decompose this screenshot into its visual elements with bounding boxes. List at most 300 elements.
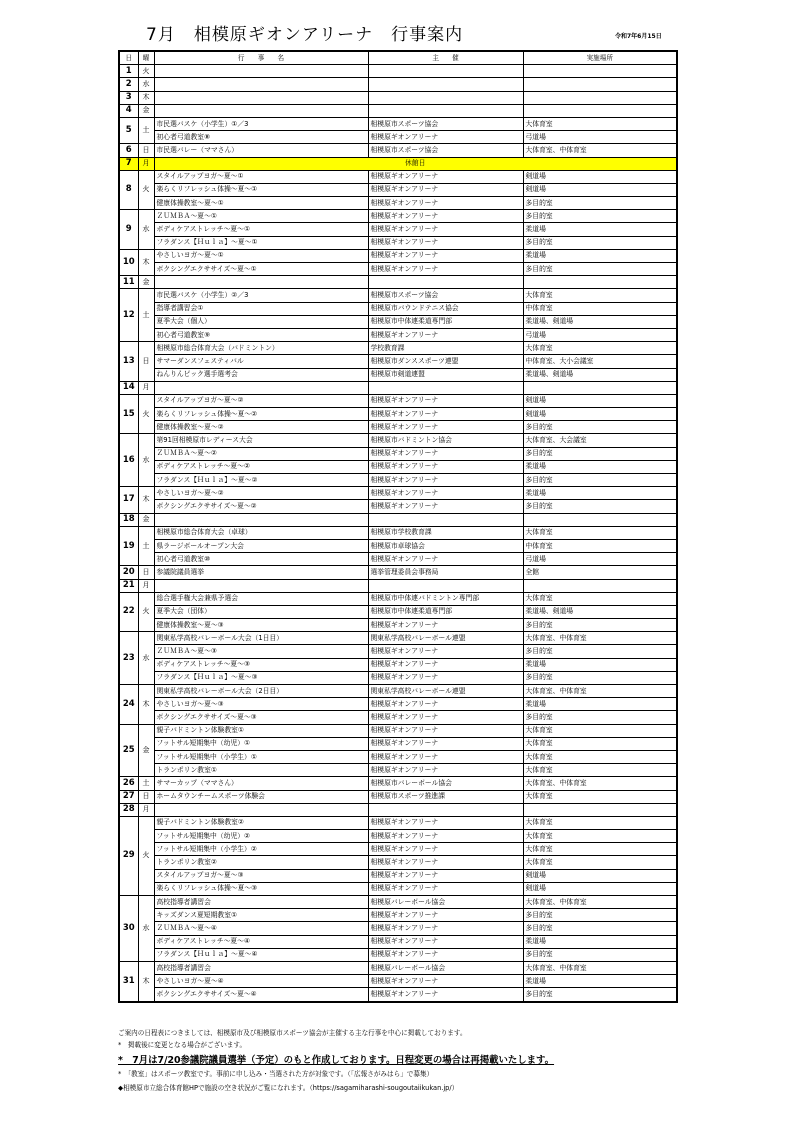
table-row	[119, 157, 677, 170]
table-row	[119, 104, 677, 117]
table-row	[119, 645, 677, 658]
venue-cell: 大体育室	[523, 724, 677, 737]
table-row	[119, 605, 677, 618]
venue-cell: 多目的室	[523, 671, 677, 684]
event-name-cell: 楽らくリフレッシュ体操～夏～①	[154, 183, 368, 196]
organizer-cell	[368, 513, 523, 526]
event-name-cell	[154, 276, 368, 289]
venue-cell: 剣道場	[523, 183, 677, 196]
organizer-cell: 相模原ギオンアリーナ	[368, 816, 523, 829]
event-name-cell: 総合選手権大会兼県予選会	[154, 592, 368, 605]
organizer-cell: 相模原ギオンアリーナ	[368, 394, 523, 407]
table-row	[119, 566, 677, 579]
event-name-cell: 市民選バスケ（小学生）②／3	[154, 289, 368, 302]
organizer-cell: 相模原ギオンアリーナ	[368, 249, 523, 262]
organizer-cell: 相模原ギオンアリーナ	[368, 474, 523, 487]
venue-cell: 大体育室、中体育室	[523, 896, 677, 909]
venue-cell: 中体育室	[523, 539, 677, 552]
event-name-cell: 親子バドミントン体験教室①	[154, 724, 368, 737]
table-row	[119, 65, 677, 78]
weekday-cell: 金	[138, 104, 154, 117]
table-row	[119, 671, 677, 684]
organizer-cell: 相模原ギオンアリーナ	[368, 421, 523, 434]
table-row	[119, 816, 677, 829]
weekday-cell: 金	[138, 724, 154, 777]
organizer-cell: 相模原ギオンアリーナ	[368, 988, 523, 1002]
event-name-cell: スタイルアップヨガ～夏～③	[154, 869, 368, 882]
weekday-cell: 土	[138, 117, 154, 143]
event-name-cell: ボディケアストレッチ～夏～③	[154, 658, 368, 671]
organizer-cell: 相模原ギオンアリーナ	[368, 447, 523, 460]
weekday-cell: 月	[138, 381, 154, 394]
venue-cell	[523, 803, 677, 816]
header-event: 行 事 名	[154, 51, 368, 65]
weekday-cell: 月	[138, 579, 154, 592]
organizer-cell: 相模原ギオンアリーナ	[368, 236, 523, 249]
venue-cell: 大体育室	[523, 830, 677, 843]
day-cell: 25	[119, 724, 138, 777]
day-cell: 1	[119, 65, 138, 78]
organizer-cell: 相模原市スポーツ協会	[368, 289, 523, 302]
event-name-cell: ＺＵＭＢＡ～夏～③	[154, 645, 368, 658]
note-5: ◆相模原市立総合体育館HPで施設の空き状況がご覧になれます。（https://sagamiharashi-sougoutaiikukan.jp/）	[118, 1084, 459, 1092]
event-name-cell	[154, 579, 368, 592]
table-row	[119, 315, 677, 328]
table-row	[119, 328, 677, 341]
organizer-cell: 選挙管理委員会事務局	[368, 566, 523, 579]
venue-cell	[523, 65, 677, 78]
event-name-cell: ボクシングエクササイズ～夏～③	[154, 711, 368, 724]
event-name-cell: ねんりんピック選手選考会	[154, 368, 368, 381]
organizer-cell: 相模原ギオンアリーナ	[368, 645, 523, 658]
schedule-body	[119, 65, 677, 1002]
table-row	[119, 685, 677, 698]
day-cell: 21	[119, 579, 138, 592]
table-row	[119, 342, 677, 355]
table-row	[119, 737, 677, 750]
organizer-cell: 相模原ギオンアリーナ	[368, 764, 523, 777]
day-cell: 7	[119, 157, 138, 170]
weekday-cell: 木	[138, 961, 154, 1001]
event-name-cell: 初心者弓道教室⑧	[154, 131, 368, 144]
table-row	[119, 935, 677, 948]
table-row	[119, 474, 677, 487]
table-row	[119, 447, 677, 460]
organizer-cell	[368, 104, 523, 117]
header-organizer: 主 催	[368, 51, 523, 65]
organizer-cell: 相模原市剣道連盟	[368, 368, 523, 381]
table-header-row	[119, 51, 677, 65]
table-row	[119, 592, 677, 605]
organizer-cell: 相模原ギオンアリーナ	[368, 553, 523, 566]
table-row	[119, 539, 677, 552]
venue-cell: 多目的室	[523, 619, 677, 632]
event-name-cell: フットサル短期集中（小学生）①	[154, 750, 368, 763]
organizer-cell: 相模原ギオンアリーナ	[368, 724, 523, 737]
issue-date: 令和7年6月15日	[615, 33, 662, 40]
organizer-cell: 相模原ギオンアリーナ	[368, 500, 523, 513]
day-cell: 11	[119, 276, 138, 289]
organizer-cell: 関東私学高校バレーボール連盟	[368, 685, 523, 698]
organizer-cell: 相模原ギオンアリーナ	[368, 671, 523, 684]
event-name-cell: ＺＵＭＢＡ～夏～④	[154, 922, 368, 935]
venue-cell: 柔道場	[523, 935, 677, 948]
event-name-cell: 初心者弓道教室⑨	[154, 328, 368, 341]
venue-cell: 柔道場、剣道場	[523, 315, 677, 328]
organizer-cell: 相模原ギオンアリーナ	[368, 263, 523, 276]
organizer-cell: 相模原ギオンアリーナ	[368, 658, 523, 671]
organizer-cell: 相模原ギオンアリーナ	[368, 869, 523, 882]
organizer-cell: 相模原ギオンアリーナ	[368, 935, 523, 948]
venue-cell: 大体育室	[523, 737, 677, 750]
event-name-cell: 親子バドミントン体験教室②	[154, 816, 368, 829]
event-name-cell	[154, 513, 368, 526]
table-row	[119, 553, 677, 566]
event-name-cell: やさしいヨガ～夏～①	[154, 249, 368, 262]
venue-cell: 多目的室	[523, 421, 677, 434]
organizer-cell: 相模原市スポーツ推進課	[368, 790, 523, 803]
table-row	[119, 830, 677, 843]
venue-cell: 多目的室	[523, 988, 677, 1002]
event-name-cell	[154, 381, 368, 394]
event-name-cell: ボディケアストレッチ～夏～④	[154, 935, 368, 948]
table-row	[119, 117, 677, 130]
table-row	[119, 988, 677, 1002]
organizer-cell	[368, 276, 523, 289]
event-name-cell: 高校指導者講習会	[154, 961, 368, 974]
weekday-cell: 月	[138, 803, 154, 816]
weekday-cell: 月	[138, 157, 154, 170]
venue-cell: 多目的室	[523, 236, 677, 249]
day-cell: 20	[119, 566, 138, 579]
header-venue: 実施場所	[523, 51, 677, 65]
weekday-cell: 日	[138, 342, 154, 382]
table-row	[119, 394, 677, 407]
organizer-cell: 相模原ギオンアリーナ	[368, 909, 523, 922]
weekday-cell: 水	[138, 434, 154, 487]
venue-cell	[523, 381, 677, 394]
organizer-cell: 相模原市バウンドテニス協会	[368, 302, 523, 315]
organizer-cell: 相模原市スポーツ協会	[368, 144, 523, 157]
organizer-cell	[368, 91, 523, 104]
organizer-cell: 相模原ギオンアリーナ	[368, 750, 523, 763]
event-name-cell: 夏季大会（団体）	[154, 605, 368, 618]
header-weekday: 曜	[138, 51, 154, 65]
weekday-cell: 火	[138, 170, 154, 210]
organizer-cell: 相模原ギオンアリーナ	[368, 856, 523, 869]
table-row	[119, 961, 677, 974]
venue-cell: 大体育室	[523, 816, 677, 829]
table-row	[119, 698, 677, 711]
venue-cell: 大体育室	[523, 764, 677, 777]
venue-cell: 柔道場	[523, 698, 677, 711]
venue-cell: 大体育室	[523, 750, 677, 763]
table-row	[119, 421, 677, 434]
table-row	[119, 460, 677, 473]
event-name-cell: 関東私学高校バレーボール大会（2日目）	[154, 685, 368, 698]
venue-cell: 大体育室	[523, 856, 677, 869]
venue-cell: 柔道場、剣道場	[523, 605, 677, 618]
organizer-cell: 相模原バレーボール協会	[368, 961, 523, 974]
organizer-cell	[368, 65, 523, 78]
day-cell: 14	[119, 381, 138, 394]
note-2: * 掲載後に変更となる場合がございます。	[118, 1041, 247, 1049]
table-row	[119, 302, 677, 315]
venue-cell: 多目的室	[523, 210, 677, 223]
weekday-cell: 木	[138, 685, 154, 725]
weekday-cell: 土	[138, 777, 154, 790]
organizer-cell	[368, 579, 523, 592]
table-row	[119, 843, 677, 856]
venue-cell: 多目的室	[523, 263, 677, 276]
event-name-cell: スタイルアップヨガ～夏～②	[154, 394, 368, 407]
organizer-cell: 相模原市ダンススポーツ連盟	[368, 355, 523, 368]
weekday-cell: 木	[138, 487, 154, 513]
weekday-cell: 土	[138, 526, 154, 566]
day-cell: 8	[119, 170, 138, 210]
table-row	[119, 91, 677, 104]
table-row	[119, 408, 677, 421]
event-name-cell: やさしいヨガ～夏～③	[154, 698, 368, 711]
venue-cell: 大体育室	[523, 790, 677, 803]
organizer-cell: 相模原ギオンアリーナ	[368, 487, 523, 500]
event-name-cell: 高校指導者講習会	[154, 896, 368, 909]
organizer-cell: 相模原市学校教育課	[368, 526, 523, 539]
day-cell: 3	[119, 91, 138, 104]
organizer-cell: 相模原ギオンアリーナ	[368, 698, 523, 711]
day-cell: 18	[119, 513, 138, 526]
weekday-cell: 火	[138, 816, 154, 895]
event-name-cell: 健康体操教室～夏～②	[154, 421, 368, 434]
event-name-cell	[154, 65, 368, 78]
day-cell: 30	[119, 896, 138, 962]
venue-cell: 多目的室	[523, 447, 677, 460]
table-row	[119, 526, 677, 539]
table-row	[119, 777, 677, 790]
event-name-cell: 県ラージボールオープン大会	[154, 539, 368, 552]
table-row	[119, 223, 677, 236]
event-name-cell: フットサル短期集中（幼児）②	[154, 830, 368, 843]
day-cell: 13	[119, 342, 138, 382]
venue-cell: 柔道場	[523, 223, 677, 236]
day-cell: 28	[119, 803, 138, 816]
organizer-cell: 相模原ギオンアリーナ	[368, 408, 523, 421]
table-row	[119, 869, 677, 882]
day-cell: 29	[119, 816, 138, 895]
event-name-cell: フットサル短期集中（幼児）①	[154, 737, 368, 750]
day-cell: 17	[119, 487, 138, 513]
venue-cell	[523, 104, 677, 117]
event-name-cell: ホームタウンチームスポーツ体験会	[154, 790, 368, 803]
event-name-cell: ボクシングエクササイズ～夏～②	[154, 500, 368, 513]
weekday-cell: 金	[138, 513, 154, 526]
event-name-cell: サマーカップ（ママさん）	[154, 777, 368, 790]
venue-cell: 多目的室	[523, 711, 677, 724]
venue-cell: 大体育室	[523, 117, 677, 130]
organizer-cell: 相模原ギオンアリーナ	[368, 882, 523, 895]
header-day: 日	[119, 51, 138, 65]
day-cell: 24	[119, 685, 138, 725]
table-row	[119, 500, 677, 513]
weekday-cell: 日	[138, 790, 154, 803]
venue-cell: 中体育室、大小会議室	[523, 355, 677, 368]
weekday-cell: 水	[138, 896, 154, 962]
table-row	[119, 513, 677, 526]
venue-cell	[523, 78, 677, 91]
note-3-election: * 7月は7/20参議院議員選挙（予定）のもと作成しております。日程変更の場合は再掲載いたします。	[118, 1055, 555, 1066]
weekday-cell: 火	[138, 592, 154, 632]
organizer-cell: 相模原ギオンアリーナ	[368, 948, 523, 961]
event-name-cell: トランポリン教室②	[154, 856, 368, 869]
organizer-cell: 相模原ギオンアリーナ	[368, 197, 523, 210]
table-row	[119, 975, 677, 988]
event-name-cell: トランポリン教室①	[154, 764, 368, 777]
venue-cell: 多目的室	[523, 645, 677, 658]
venue-cell: 大体育室	[523, 843, 677, 856]
organizer-cell: 相模原ギオンアリーナ	[368, 223, 523, 236]
venue-cell: 柔道場	[523, 487, 677, 500]
table-row	[119, 922, 677, 935]
venue-cell	[523, 91, 677, 104]
event-name-cell	[154, 104, 368, 117]
venue-cell: 大体育室	[523, 526, 677, 539]
event-name-cell: ＺＵＭＢＡ～夏～①	[154, 210, 368, 223]
table-row	[119, 249, 677, 262]
organizer-cell: 相模原市中体連バドミントン専門部	[368, 592, 523, 605]
organizer-cell: 相模原ギオンアリーナ	[368, 210, 523, 223]
venue-cell: 柔道場	[523, 249, 677, 262]
table-row	[119, 487, 677, 500]
table-row	[119, 750, 677, 763]
organizer-cell: 相模原市バレーボール協会	[368, 777, 523, 790]
venue-cell: 柔道場、剣道場	[523, 368, 677, 381]
event-name-cell: ボディケアストレッチ～夏～②	[154, 460, 368, 473]
organizer-cell: 相模原市中体連柔道専門部	[368, 315, 523, 328]
event-name-cell: 健康体操教室～夏～①	[154, 197, 368, 210]
table-row	[119, 882, 677, 895]
organizer-cell	[368, 78, 523, 91]
day-cell: 31	[119, 961, 138, 1001]
weekday-cell: 木	[138, 91, 154, 104]
organizer-cell: 相模原市中体連柔道専門部	[368, 605, 523, 618]
venue-cell: 大体育室、大会議室	[523, 434, 677, 447]
day-cell: 19	[119, 526, 138, 566]
venue-cell: 剣道場	[523, 170, 677, 183]
venue-cell: 多目的室	[523, 922, 677, 935]
venue-cell	[523, 513, 677, 526]
organizer-cell: 相模原ギオンアリーナ	[368, 830, 523, 843]
table-row	[119, 896, 677, 909]
day-cell: 22	[119, 592, 138, 632]
venue-cell: 柔道場	[523, 460, 677, 473]
event-name-cell: スタイルアップヨガ～夏～①	[154, 170, 368, 183]
event-name-cell: フラダンス【Ｈｕｌａ】～夏～④	[154, 948, 368, 961]
organizer-cell: 相模原ギオンアリーナ	[368, 843, 523, 856]
table-row	[119, 579, 677, 592]
organizer-cell: 相模原ギオンアリーナ	[368, 975, 523, 988]
table-row	[119, 909, 677, 922]
weekday-cell: 火	[138, 394, 154, 434]
event-name-cell: フラダンス【Ｈｕｌａ】～夏～③	[154, 671, 368, 684]
event-name-cell: やさしいヨガ～夏～②	[154, 487, 368, 500]
organizer-cell: 相模原ギオンアリーナ	[368, 170, 523, 183]
table-row	[119, 183, 677, 196]
venue-cell: 大体育室	[523, 592, 677, 605]
event-name-cell: 指導者講習会①	[154, 302, 368, 315]
table-row	[119, 724, 677, 737]
day-cell: 5	[119, 117, 138, 143]
table-row	[119, 632, 677, 645]
organizer-cell: 相模原ギオンアリーナ	[368, 711, 523, 724]
day-cell: 6	[119, 144, 138, 157]
venue-cell	[523, 276, 677, 289]
event-name-cell	[154, 78, 368, 91]
venue-cell: 柔道場	[523, 975, 677, 988]
closed-day-cell: 休館日	[154, 157, 677, 170]
event-name-cell: 市民選バスケ（小学生）①／3	[154, 117, 368, 130]
venue-cell: 剣道場	[523, 882, 677, 895]
event-name-cell: 相模原市総合体育大会（バドミントン）	[154, 342, 368, 355]
venue-cell: 柔道場	[523, 658, 677, 671]
venue-cell: 剣道場	[523, 408, 677, 421]
event-name-cell: 関東私学高校バレーボール大会（1日目）	[154, 632, 368, 645]
venue-cell: 剣道場	[523, 394, 677, 407]
table-row	[119, 197, 677, 210]
day-cell: 4	[119, 104, 138, 117]
day-cell: 15	[119, 394, 138, 434]
day-cell: 9	[119, 210, 138, 250]
venue-cell: 中体育室	[523, 302, 677, 315]
venue-cell: 多目的室	[523, 909, 677, 922]
venue-cell: 大体育室	[523, 342, 677, 355]
venue-cell: 弓道場	[523, 553, 677, 566]
table-row	[119, 619, 677, 632]
event-name-cell: ボクシングエクササイズ～夏～④	[154, 988, 368, 1002]
organizer-cell: 学校教育課	[368, 342, 523, 355]
table-row	[119, 131, 677, 144]
table-row	[119, 368, 677, 381]
venue-cell: 多目的室	[523, 948, 677, 961]
table-row	[119, 289, 677, 302]
weekday-cell: 日	[138, 566, 154, 579]
weekday-cell: 金	[138, 276, 154, 289]
table-row	[119, 263, 677, 276]
table-row	[119, 790, 677, 803]
table-row	[119, 856, 677, 869]
event-name-cell: 第91回相模原市レディース大会	[154, 434, 368, 447]
venue-cell: 全館	[523, 566, 677, 579]
venue-cell: 弓道場	[523, 131, 677, 144]
weekday-cell: 水	[138, 632, 154, 685]
weekday-cell: 木	[138, 249, 154, 275]
venue-cell	[523, 579, 677, 592]
table-row	[119, 276, 677, 289]
table-row	[119, 434, 677, 447]
venue-cell: 多目的室	[523, 500, 677, 513]
venue-cell: 大体育室、中体育室	[523, 144, 677, 157]
table-row	[119, 803, 677, 816]
weekday-cell: 火	[138, 65, 154, 78]
note-1: ご案内の日程表につきましては、相模原市及び相模原市スポーツ協会が主催する主な行事を中心に掲載しております。	[118, 1029, 467, 1037]
table-row	[119, 78, 677, 91]
event-name-cell: 楽らくリフレッシュ体操～夏～③	[154, 882, 368, 895]
event-name-cell: やさしいヨガ～夏～④	[154, 975, 368, 988]
table-row	[119, 711, 677, 724]
table-row	[119, 144, 677, 157]
venue-cell: 大体育室、中体育室	[523, 685, 677, 698]
event-name-cell: 夏季大会（個人）	[154, 315, 368, 328]
venue-cell: 剣道場	[523, 869, 677, 882]
